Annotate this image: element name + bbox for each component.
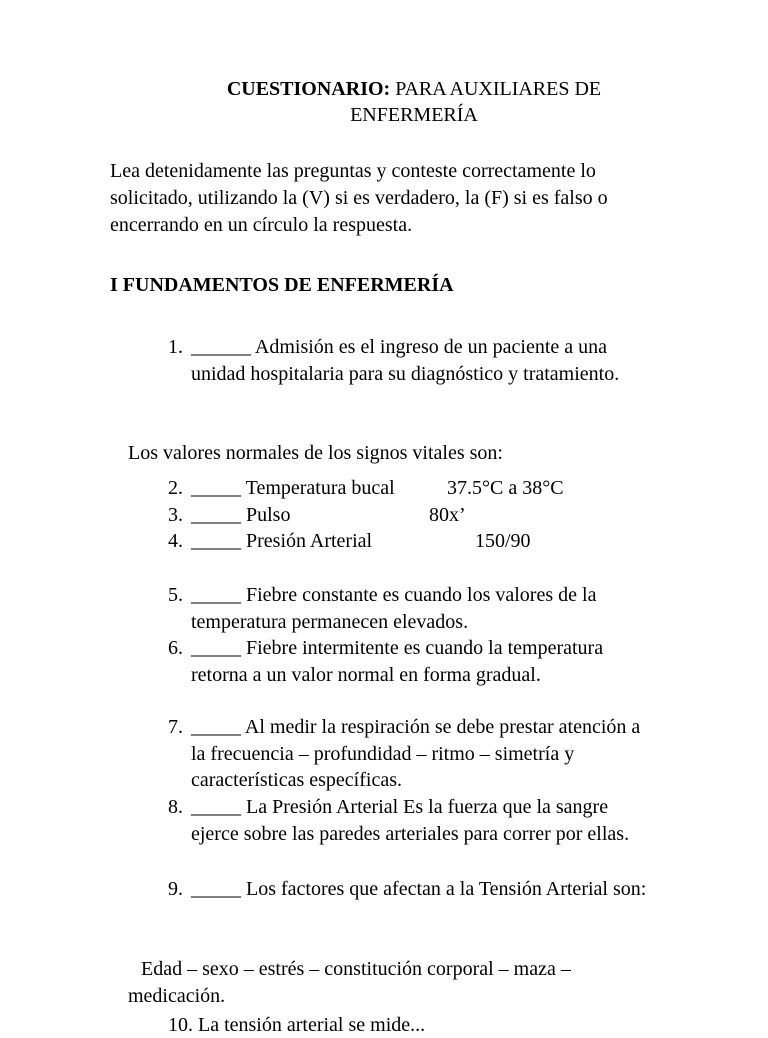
- question-number: 6.: [168, 637, 183, 659]
- question-number: 5.: [168, 584, 183, 606]
- title-bold: CUESTIONARIO:: [226, 78, 391, 100]
- question-number: 7.: [168, 716, 183, 738]
- question-item-7: [168, 714, 648, 794]
- question-text: ______ Admisión es el ingreso de un paciente a una unidad hospitalaria para su diagnóstico y tratamiento.: [191, 336, 620, 385]
- question-text: _____ Pulso: [191, 504, 291, 526]
- vital-value: 37.5°C a 38°C: [447, 477, 564, 499]
- question-number: 1.: [168, 336, 183, 358]
- question-number: 2.: [168, 477, 183, 499]
- question-item-10-partial: 10. La tensión arterial se mide...: [168, 1014, 426, 1036]
- question-number: 8.: [168, 796, 183, 818]
- question-item-5: [168, 582, 648, 635]
- title-rest: PARA AUXILIARES DE: [390, 78, 602, 100]
- question-text: _____ La Presión Arterial Es la fuerza que la sangre ejerce sobre las paredes arteriales para correr por ellas.: [191, 796, 630, 845]
- factors-paragraph: Edad – sexo – estrés – constitución corporal – maza – medicación.: [128, 958, 571, 1007]
- question-item-9: [168, 876, 648, 903]
- question-item-6: [168, 635, 648, 688]
- question-text: _____ Fiebre constante es cuando los valores de la temperatura permanecen elevados.: [191, 584, 597, 633]
- question-text: _____ Los factores que afectan a la Tensión Arterial son:: [191, 878, 647, 900]
- question-text: _____ Fiebre intermitente es cuando la temperatura retorna a un valor normal en forma gradual.: [191, 637, 604, 686]
- vital-value: 80x’: [429, 504, 466, 526]
- question-number: 3.: [168, 504, 183, 526]
- question-text: _____ Presión Arterial: [191, 530, 373, 552]
- question-number: 4.: [168, 530, 183, 552]
- question-item-1: [168, 334, 648, 387]
- vitals-lead-text: Los valores normales de los signos vitales son:: [128, 442, 503, 464]
- question-item-8: [168, 794, 648, 847]
- section-heading: I FUNDAMENTOS DE ENFERMERÍA: [110, 274, 454, 296]
- instructions-paragraph: Lea detenidamente las preguntas y conteste correctamente lo solicitado, utilizando la (V) si es verdadero, la (F) si es falso o encerrando en un círculo la respuesta.: [110, 160, 608, 236]
- question-text: _____ Al medir la respiración se debe prestar atención a la frecuencia – profundidad – ritmo – simetría y características específicas.: [191, 716, 641, 791]
- question-text: _____ Temperatura bucal: [191, 477, 395, 499]
- question-number: 9.: [168, 878, 183, 900]
- document-title: [110, 76, 718, 128]
- title-line-2: ENFERMERÍA: [350, 104, 478, 126]
- vital-value: 150/90: [475, 530, 531, 552]
